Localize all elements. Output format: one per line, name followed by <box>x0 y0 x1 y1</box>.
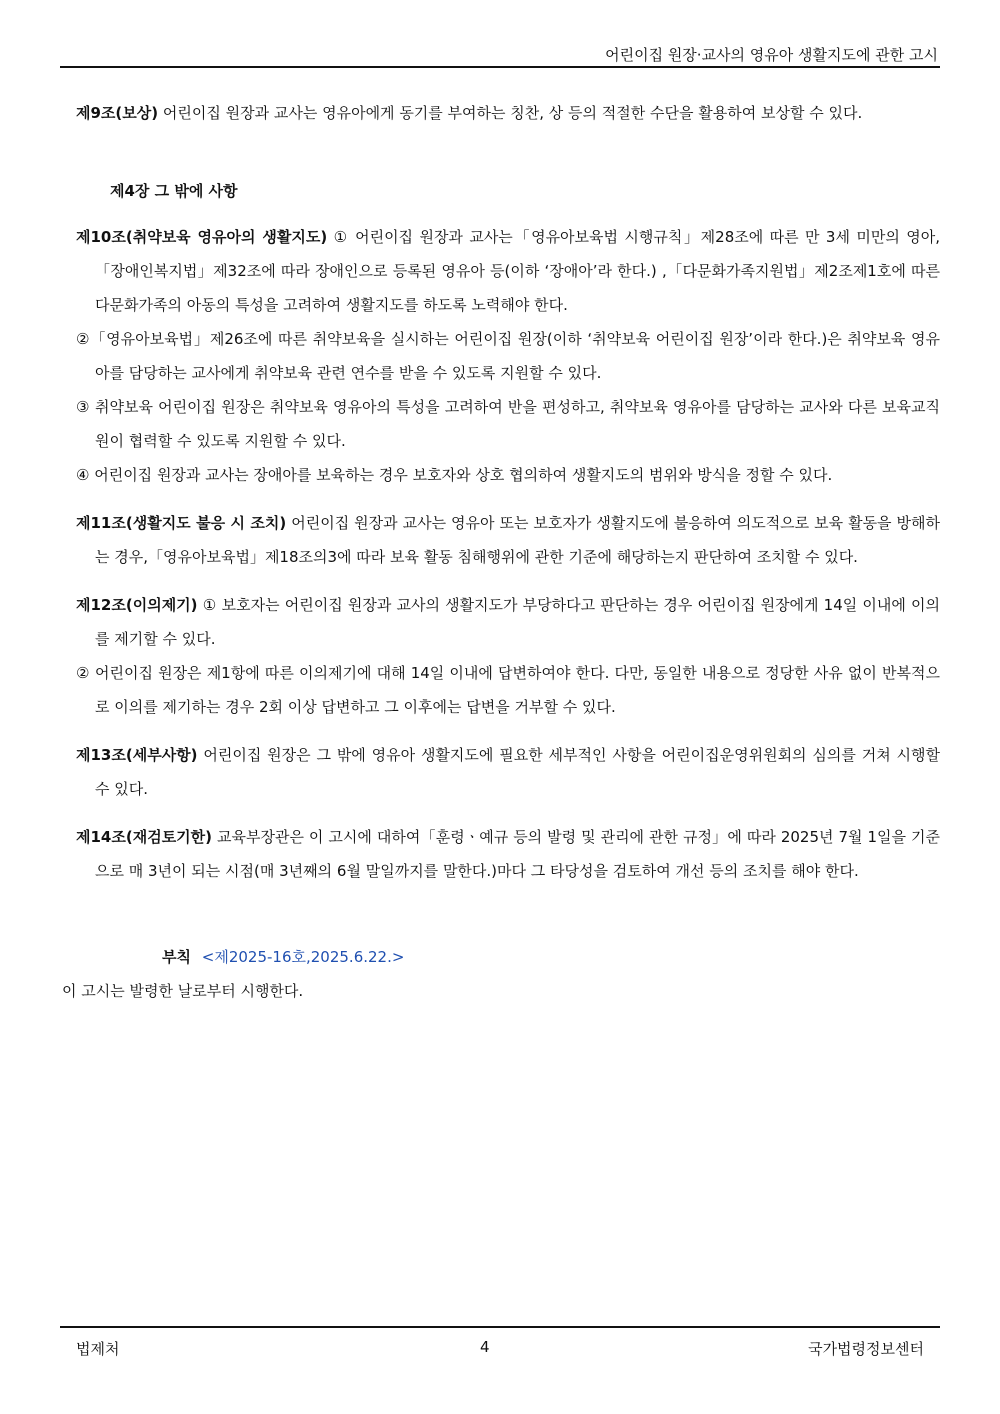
article-9 <box>76 96 940 130</box>
article-12 <box>76 588 940 724</box>
article-paragraph: ① 보호자는 어린이집 원장과 교사의 생활지도가 부당하다고 판단하는 경우 어린이집 원장에게 14일 이내에 이의를 제기할 수 있다. <box>95 596 940 648</box>
supplementary-heading <box>162 940 940 974</box>
article-text: 어린이집 원장과 교사는 영유아에게 동기를 부여하는 칭찬, 상 등의 적절한 수단을 활용하여 보상할 수 있다. <box>162 104 863 122</box>
footer-publisher: 법제처 <box>76 1340 120 1358</box>
article-paragraph: ③ 취약보육 어린이집 원장은 취약보육 영유아의 특성을 고려하여 반을 편성하고, 취약보육 영유아를 담당하는 교사와 다른 보육교직원이 협력할 수 있도록 지원할 수 있다. <box>76 398 940 450</box>
footer-source: 국가법령정보센터 <box>808 1340 924 1358</box>
article-title: 제11조(생활지도 불응 시 조치) <box>76 514 287 532</box>
article-13 <box>76 738 940 806</box>
footer-divider <box>60 1326 940 1328</box>
document-body <box>62 96 940 1008</box>
article-paragraph: ②「영유아보육법」제26조에 따른 취약보육을 실시하는 어린이집 원장(이하 ‘취약보육 어린이집 원장’이라 한다.)은 취약보육 영유아를 담당하는 교사에게 취약보육 관련 연수를 받을 수 있도록 지원할 수 있다. <box>76 330 940 382</box>
supplementary-reference-link[interactable]: <제2025-16호,2025.6.22.> <box>201 948 405 966</box>
header-divider <box>60 66 940 68</box>
article-title: 제13조(세부사항) <box>76 746 198 764</box>
article-title: 제14조(재검토기한) <box>76 828 213 846</box>
article-paragraph: ① 어린이집 원장과 교사는「영유아보육법 시행규칙」제28조에 따른 만 3세 미만의 영아,「장애인복지법」제32조에 따라 장애인으로 등록된 영유아 등(이하 ‘장애아’라 한다.) ,「다문화가족지원법」제2조제1호에 따른 다문화가족의 아동의 특성을 고려하여 생활지도를 하도록 노력해야 한다. <box>95 228 940 314</box>
article-paragraph: ② 어린이집 원장은 제1항에 따른 이의제기에 대해 14일 이내에 답변하여야 한다. 다만, 동일한 내용으로 정당한 사유 없이 반복적으로 이의를 제기하는 경우 2회 이상 답변하고 그 이후에는 답변을 거부할 수 있다. <box>76 664 940 716</box>
article-14 <box>76 820 940 888</box>
document-header-title: 어린이집 원장·교사의 영유아 생활지도에 관한 고시 <box>605 46 938 64</box>
article-paragraph: 어린이집 원장과 교사는 영유아 또는 보호자가 생활지도에 불응하여 의도적으로 보육 활동을 방해하는 경우,「영유아보육법」제18조의3에 따라 보육 활동 침해행위에 관한 기준에 해당하는지 판단하여 조치할 수 있다. <box>95 514 940 566</box>
article-paragraph: ④ 어린이집 원장과 교사는 장애아를 보육하는 경우 보호자와 상호 협의하여 생활지도의 범위와 방식을 정할 수 있다. <box>76 466 833 484</box>
article-paragraph: 어린이집 원장은 그 밖에 영유아 생활지도에 필요한 세부적인 사항을 어린이집운영위원회의 심의를 거쳐 시행할 수 있다. <box>95 746 940 798</box>
article-10 <box>76 220 940 492</box>
article-title: 제9조(보상) <box>76 104 159 122</box>
page-number: 4 <box>480 1338 490 1356</box>
article-11 <box>76 506 940 574</box>
article-title: 제10조(취약보육 영유아의 생활지도) <box>76 228 328 246</box>
article-title: 제12조(이의제기) <box>76 596 198 614</box>
supplementary-text: 이 고시는 발령한 날로부터 시행한다. <box>62 982 304 1000</box>
supplementary-title: 부칙 <box>162 948 191 966</box>
article-paragraph: 교육부장관은 이 고시에 대하여「훈령ㆍ예규 등의 발령 및 관리에 관한 규정」에 따라 2025년 7월 1일을 기준으로 매 3년이 되는 시점(매 3년째의 6월 말일까지를 말한다.)마다 그 타당성을 검토하여 개선 등의 조치를 해야 한다. <box>95 828 940 880</box>
chapter-heading: 제4장 그 밖에 사항 <box>110 182 238 200</box>
